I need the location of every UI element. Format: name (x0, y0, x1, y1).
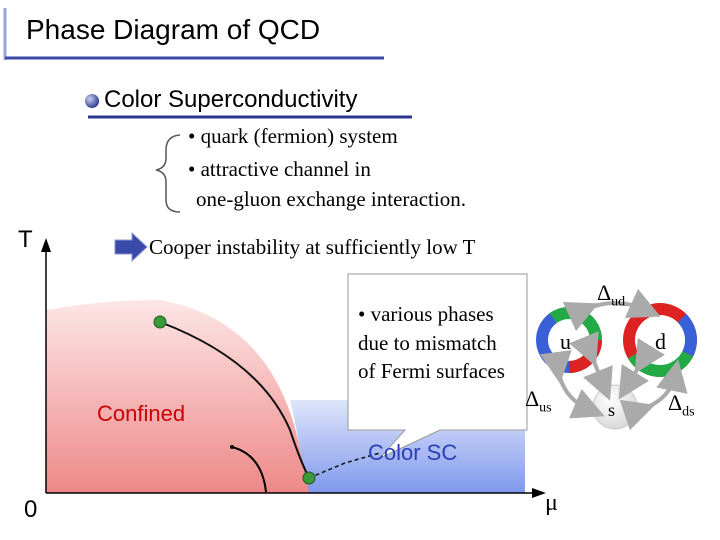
gap-us-label: $\Delta_{us}$ (525, 386, 552, 416)
color-sc-label: Color SC (368, 440, 458, 465)
bullet-item: • attractive channel in (188, 157, 371, 181)
subtitle-bullet-icon (85, 94, 99, 108)
quark-u-label: u (560, 329, 571, 354)
confined-label: Confined (97, 401, 186, 426)
quark-s-label: s (608, 400, 616, 420)
critical-point (154, 316, 166, 328)
slide-title: Phase Diagram of QCD (26, 14, 321, 45)
bullet-item: • quark (fermion) system (188, 124, 398, 148)
callout-line: of Fermi surfaces (358, 359, 505, 383)
quark-d-label: d (655, 329, 666, 354)
callout-line: due to mismatch (358, 331, 497, 355)
subtitle: Color Superconductivity (104, 86, 358, 113)
gap-ds-label: $\Delta_{ds}$ (668, 390, 695, 420)
axis-x-label: μ (545, 490, 558, 516)
axis-origin-label: 0 (24, 496, 38, 523)
right-arrow-icon (115, 233, 147, 261)
gap-ud-label: $\Delta_{ud}$ (597, 280, 626, 310)
left-brace-icon (156, 135, 180, 212)
axis-y-label: T (18, 226, 33, 253)
callout-line: • various phases (358, 302, 494, 326)
sc-endpoint (303, 472, 315, 484)
bullet-item: one-gluon exchange interaction. (196, 187, 466, 211)
implication-text: Cooper instability at sufficiently low T (149, 235, 476, 259)
